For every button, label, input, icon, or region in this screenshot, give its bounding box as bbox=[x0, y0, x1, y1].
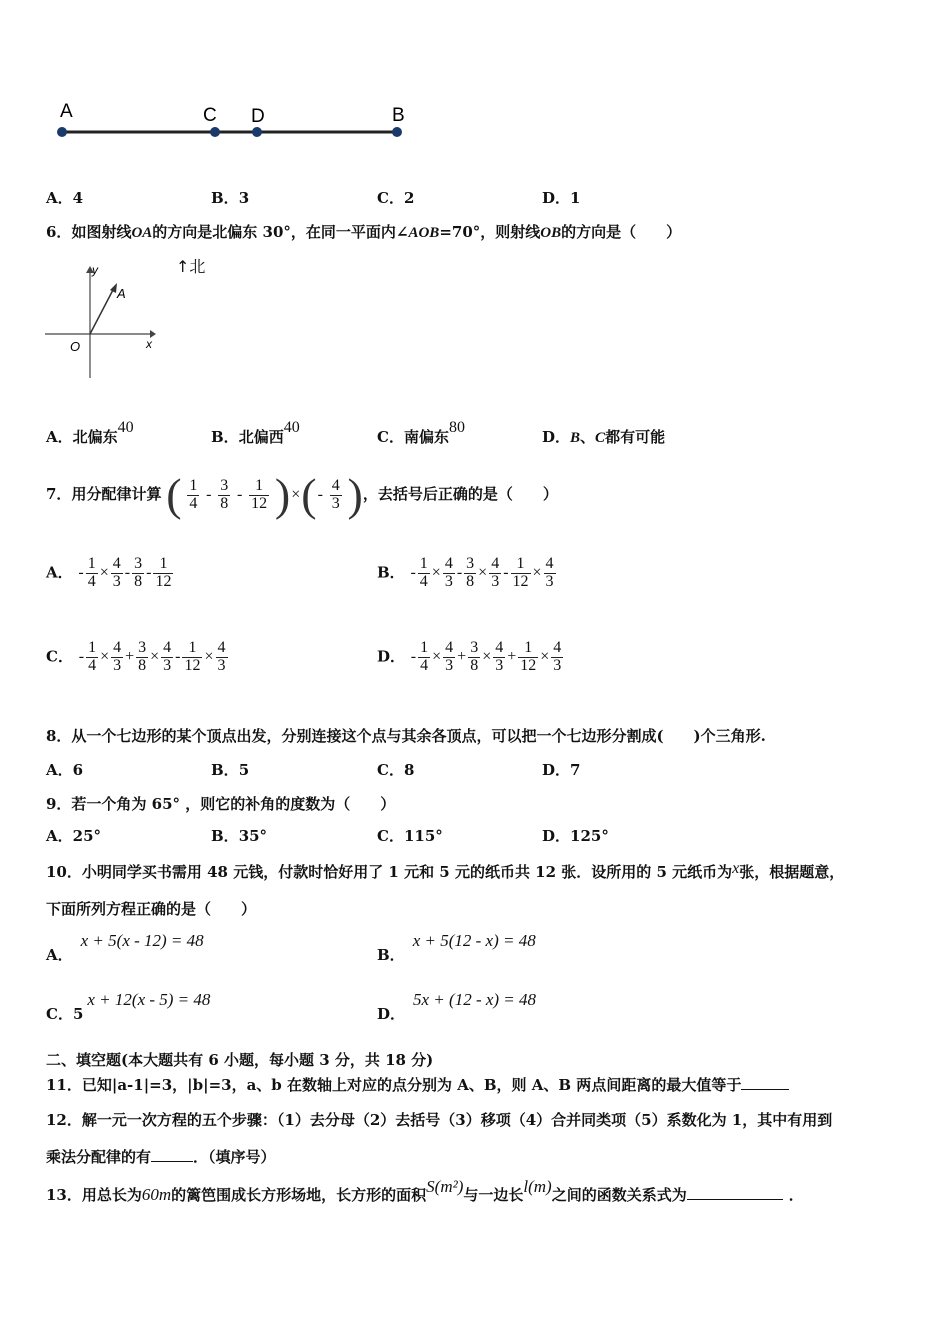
q7-option-b: B． - $\frac{1}{4}$ × $\frac{4}{3}$ - $\frac{3}{8}$ × $\frac{4}{3}$ - $\frac{1}{12}$ × $\frac{4}{3}$ bbox=[377, 555, 554, 590]
point-a bbox=[57, 127, 67, 137]
q10-stem-line2: 下面所列方程正确的是（ ） bbox=[46, 900, 257, 918]
q5-option-d: D．1 bbox=[542, 189, 581, 207]
point-c bbox=[210, 127, 220, 137]
q8-option-b: B．5 bbox=[211, 761, 250, 779]
q7-frac-3: $\frac{1}{12}$ bbox=[251, 476, 268, 512]
q12-stem-line1: 12．解一元一次方程的五个步骤：（1）去分母（2）去括号（3）移项（4）合并同类项（5）系数化为 1，其中有用到 bbox=[46, 1111, 833, 1129]
q7-option-d: D． - $\frac{1}{4}$ × $\frac{4}{3}$ + $\frac{3}{8}$ × $\frac{4}{3}$ + $\frac{1}{12}$ × $\frac{4}{3}$ bbox=[377, 639, 562, 674]
q5-option-c: C．2 bbox=[377, 189, 415, 207]
q12-answer-blank bbox=[151, 1161, 193, 1162]
q10-option-c: C．5x + 12(x - 5) = 48 bbox=[46, 990, 211, 1023]
q9-option-d: D．125° bbox=[542, 827, 609, 845]
q8-option-a: A．6 bbox=[46, 761, 84, 779]
q7-frac-2: $\frac{3}{8}$ bbox=[220, 476, 229, 512]
a-label: A bbox=[117, 286, 126, 301]
q6-option-d: D．B、C都有可能 bbox=[542, 428, 666, 446]
point-label-b: B bbox=[392, 105, 405, 126]
segment-figure bbox=[50, 95, 420, 145]
q6-option-b: B．北偏西40 bbox=[211, 419, 300, 446]
x-label: x bbox=[146, 337, 152, 351]
q7-frac-1: $\frac{1}{4}$ bbox=[189, 476, 198, 512]
y-label: y bbox=[92, 263, 98, 277]
q11-answer-blank bbox=[741, 1089, 789, 1090]
q9-option-b: B．35° bbox=[211, 827, 268, 845]
q7-stem: 7．用分配律计算 ( $\frac{1}{4}$ - $\frac{3}{8}$ - $\frac{1}{12}$ )×(- $\frac{4}{3}$ )，去括号后正确的是（ ） bbox=[46, 469, 558, 520]
q10-option-b: B．x + 5(12 - x) = 48 bbox=[377, 931, 536, 964]
q9-stem: 9．若一个角为 65° ，则它的补角的度数为（ ） bbox=[46, 795, 396, 813]
q8-stem: 8．从一个七边形的某个顶点出发，分别连接这个点与其余各顶点，可以把一个七边形分割成( )个三角形. bbox=[46, 727, 766, 745]
q7-option-c: C． - $\frac{1}{4}$ × $\frac{4}{3}$ + $\frac{3}{8}$ × $\frac{4}{3}$ - $\frac{1}{12}$ × $\frac{4}{3}$ bbox=[46, 639, 226, 674]
point-label-c: C bbox=[203, 105, 217, 126]
q12-stem-line2: 乘法分配律的有 ．（填序号） bbox=[46, 1148, 276, 1166]
q10-stem-line1: 10．小明同学买书需用 48 元钱，付款时恰好用了 1 元和 5 元的纸币共 12 张．设所用的 5 元纸币为x张，根据题意， bbox=[46, 860, 845, 881]
q9-option-c: C．115° bbox=[377, 827, 443, 845]
north-label: ↑北 bbox=[176, 257, 206, 276]
q10-option-d: D．5x + (12 - x) = 48 bbox=[377, 990, 537, 1023]
q10-option-a: A．x + 5(x - 12) = 48 bbox=[46, 931, 204, 964]
q8-option-d: D．7 bbox=[542, 761, 581, 779]
angle-figure bbox=[40, 258, 165, 383]
q13-answer-blank bbox=[687, 1199, 783, 1200]
section-heading: 二、填空题(本大题共有 6 小题，每小题 3 分，共 18 分) bbox=[46, 1051, 434, 1069]
q13-stem: 13．用总长为60m的篱笆围成长方形场地，长方形的面积S(m²)与一边长l(m)之间的函数关系式为 ． bbox=[46, 1177, 804, 1204]
q8-option-c: C．8 bbox=[377, 761, 415, 779]
q6-stem: 6．如图射线OA的方向是北偏东 30°，在同一平面内∠AOB=70°，则射线OB的方向是（ ） bbox=[46, 223, 682, 241]
point-b bbox=[392, 127, 402, 137]
ray-oa bbox=[90, 288, 114, 334]
point-label-d: D bbox=[251, 106, 265, 127]
q6-option-a: A．北偏东40 bbox=[46, 419, 134, 446]
q7-option-a: A． - $\frac{1}{4}$ × $\frac{4}{3}$ - $\frac{3}{8}$ - $\frac{1}{12}$ bbox=[46, 555, 172, 590]
q9-option-a: A．25° bbox=[46, 827, 102, 845]
point-d bbox=[252, 127, 262, 137]
q5-option-b: B．3 bbox=[211, 189, 250, 207]
q7-frac-4: $\frac{4}{3}$ bbox=[331, 476, 340, 512]
point-label-a: A bbox=[60, 101, 73, 122]
q6-option-c: C．南偏东80 bbox=[377, 419, 465, 446]
q11-stem: 11．已知|a-1|=3，|b|=3，a、b 在数轴上对应的点分别为 A、B，则 A、B 两点间距离的最大值等于 bbox=[46, 1074, 789, 1095]
q5-option-a: A．4 bbox=[46, 189, 84, 207]
o-label: O bbox=[70, 339, 81, 354]
